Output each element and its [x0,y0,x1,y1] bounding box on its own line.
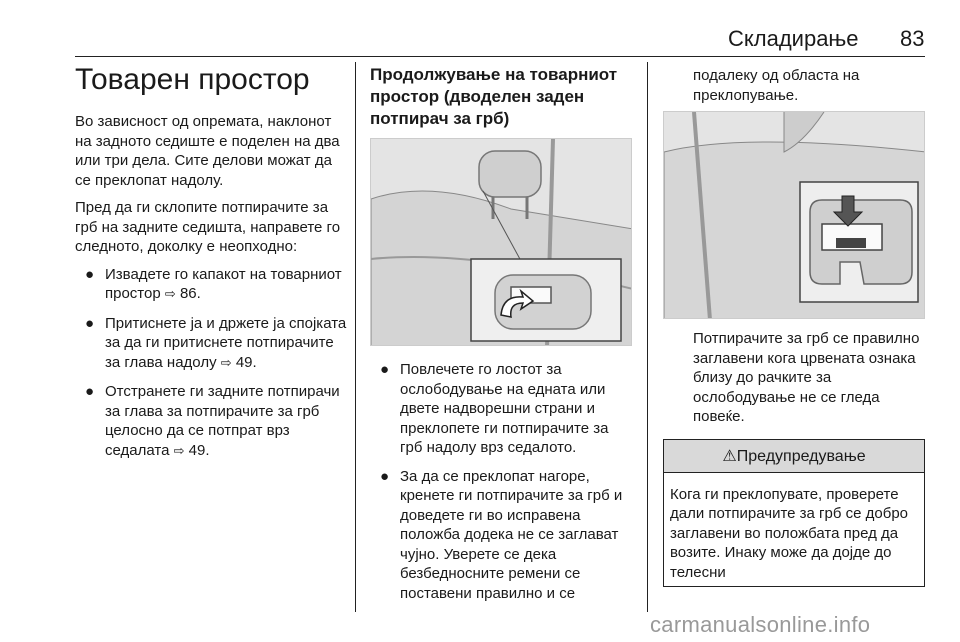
bullet: ● [380,361,390,378]
column-1 [75,62,347,470]
seat-release-illustration [370,138,632,346]
list-item-text: За да се преклопат нагоре, кренете ги потпирачите за грб и доведете ги во исправена положба додека не се заглават чујно. Уверете се дека безбедносните ремени се поставени правилно и се [400,467,623,602]
intro-paragraph: Во зависност од опремата, наклонот на задното седиште е поделен на два или три дела. Сите делови можат да се преклопат надолу. [75,113,340,189]
bullet: ● [85,265,95,283]
bullet: ● [85,383,95,400]
warning-icon: ⚠ [722,447,737,465]
page-ref[interactable]: 86. [179,285,201,302]
list-item [75,382,347,461]
prep-list [75,265,347,462]
latch-indicator-illustration [663,111,925,319]
list-item [75,314,347,374]
list-item-text: Повлечете го лостот за ослободување на едната или двете надворешни страни и преклопете ги потпирачите за грб надолу врз седалото. [400,361,609,456]
header-section-title: Складирање [728,26,859,51]
column-divider-1 [355,62,356,612]
column-3 [663,66,925,587]
section-title: Товарен простор [75,63,310,96]
page-ref-icon[interactable]: ⇨ [220,355,232,371]
column-divider-2 [647,62,648,612]
continuation-text: подалеку од областа на преклопување. [693,67,860,104]
figure-caption: Потпирачите за грб се правилно заглавени кога црвената ознака близу до рачките за ослободување не се гледа повеќе. [693,330,920,425]
prep-paragraph: Пред да ги склопите потпирачите за грб на задните седишта, направете го следното, доколку е неопходно: [75,199,341,255]
list-item-text: Отстранете ги задните потпирачи за глава за потпирачите за грб целосно да се потпрат врз седалата [105,383,340,459]
seat-illustration-svg [371,139,632,346]
page-ref-icon[interactable]: ⇨ [173,443,185,459]
bullet: ● [85,314,95,332]
release-steps [370,360,632,603]
page-number: 83 [900,26,925,51]
list-item [370,467,632,604]
warning-box [663,439,925,588]
warning-text: Кога ги преклопувате, проверете дали потпирачите за грб се добро заглавени во положбата пред да возите. Инаку може да дојде до телесни [670,485,909,581]
bullet: ● [380,467,390,485]
column-2 [370,62,632,612]
watermark: carmanualsonline.info [650,612,871,637]
list-item-text: Извадете го капакот на товарниот простор [105,265,342,302]
header-rule [75,56,925,57]
latch-illustration-svg [664,112,925,319]
subsection-heading: Продолжување на товарниот простор (дводелен заден потпирач за грб) [370,65,618,128]
warning-header [664,440,924,473]
list-item [75,265,347,305]
list-item-text: Притиснете ја и држете ја спојката за да ги притиснете потпирачите за глава надолу [105,314,347,371]
page-ref-icon[interactable]: ⇨ [164,287,176,302]
page-ref[interactable]: 49. [188,441,210,459]
page-ref[interactable]: 49. [235,353,257,371]
warning-title: Предупредување [736,447,866,465]
list-item [370,360,632,458]
